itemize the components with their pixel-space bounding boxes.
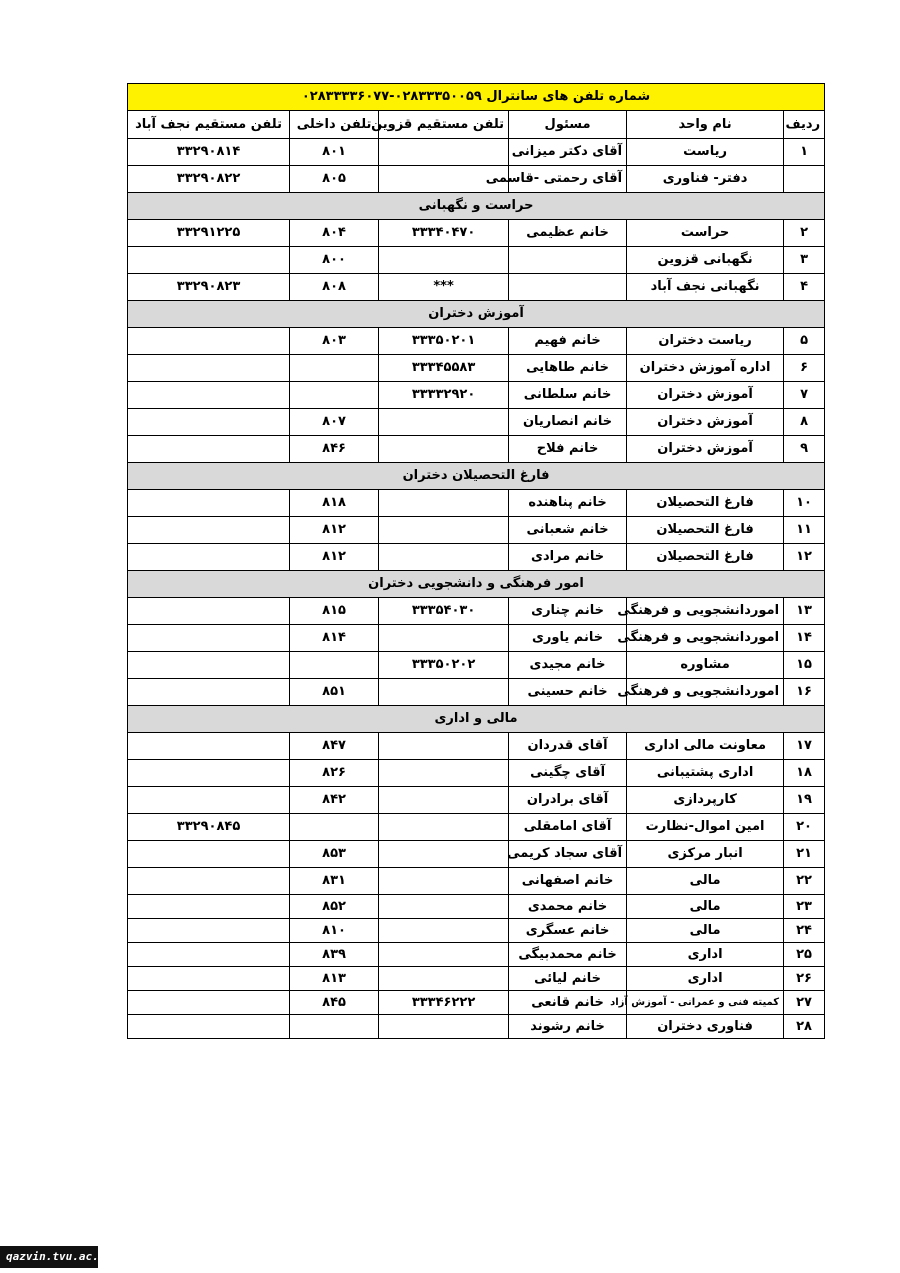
qazvin-direct-cell: ۳۳۳۴۵۵۸۳ — [379, 355, 509, 382]
phone-directory-table — [127, 83, 825, 1039]
najafabad-direct-cell — [128, 652, 290, 679]
unit-name-cell: اموردانشجویی و فرهنگی — [627, 625, 784, 652]
row-number-cell: ۲۷ — [784, 991, 825, 1015]
najafabad-direct-cell — [128, 409, 290, 436]
table-row — [128, 868, 825, 895]
person-cell: آقای قدردان — [509, 733, 627, 760]
table-row — [128, 544, 825, 571]
table-row — [128, 220, 825, 247]
unit-name-cell: امین اموال-نظارت — [627, 814, 784, 841]
row-number-cell: ۲ — [784, 220, 825, 247]
najafabad-direct-cell — [128, 382, 290, 409]
qazvin-direct-cell — [379, 409, 509, 436]
najafabad-direct-cell — [128, 355, 290, 382]
najafabad-direct-cell — [128, 598, 290, 625]
internal-cell: ۸۴۵ — [290, 991, 379, 1015]
najafabad-direct-cell — [128, 787, 290, 814]
najafabad-direct-cell — [128, 967, 290, 991]
unit-name-cell: دفتر- فناوری — [627, 166, 784, 193]
row-number-cell: ۲۳ — [784, 895, 825, 919]
unit-name-cell: اداری — [627, 967, 784, 991]
qazvin-direct-cell — [379, 943, 509, 967]
unit-name-cell: ریاست دختران — [627, 328, 784, 355]
unit-name-cell: فارغ التحصیلان — [627, 544, 784, 571]
row-number-cell: ۳ — [784, 247, 825, 274]
table-row — [128, 943, 825, 967]
unit-name-cell: فارغ التحصیلان — [627, 490, 784, 517]
unit-name-cell: اداره آموزش دختران — [627, 355, 784, 382]
row-number-cell: ۹ — [784, 436, 825, 463]
internal-cell: ۸۵۳ — [290, 841, 379, 868]
qazvin-direct-cell — [379, 733, 509, 760]
table-row — [128, 967, 825, 991]
table-row — [128, 517, 825, 544]
unit-name-cell: مالی — [627, 868, 784, 895]
najafabad-direct-cell — [128, 490, 290, 517]
table-row — [128, 247, 825, 274]
person-cell: آقای دکتر میزانی — [509, 139, 627, 166]
qazvin-direct-cell: *** — [379, 274, 509, 301]
person-cell: آقای برادران — [509, 787, 627, 814]
unit-name-cell: انبار مرکزی — [627, 841, 784, 868]
section-title: مالی و اداری — [128, 706, 825, 733]
internal-cell: ۸۳۹ — [290, 943, 379, 967]
table-row — [128, 328, 825, 355]
najafabad-direct-cell — [128, 679, 290, 706]
najafabad-direct-cell: ۳۳۲۹۱۲۲۵ — [128, 220, 290, 247]
row-number-cell: ۲۵ — [784, 943, 825, 967]
najafabad-direct-cell — [128, 625, 290, 652]
table-row — [128, 436, 825, 463]
row-number-cell: ۲۴ — [784, 919, 825, 943]
person-cell: خانم لیائی — [509, 967, 627, 991]
internal-cell: ۸۰۷ — [290, 409, 379, 436]
internal-cell — [290, 1015, 379, 1039]
qazvin-direct-cell — [379, 490, 509, 517]
section-header-row — [128, 301, 825, 328]
person-cell — [509, 274, 627, 301]
person-cell: خانم فهیم — [509, 328, 627, 355]
unit-name-cell: حراست — [627, 220, 784, 247]
section-header-row — [128, 571, 825, 598]
internal-cell: ۸۱۰ — [290, 919, 379, 943]
section-title: امور فرهنگی و دانشجویی دختران — [128, 571, 825, 598]
table-row — [128, 733, 825, 760]
najafabad-direct-cell: ۳۳۲۹۰۸۴۵ — [128, 814, 290, 841]
qazvin-direct-cell — [379, 1015, 509, 1039]
internal-cell — [290, 355, 379, 382]
person-cell: خانم چناری — [509, 598, 627, 625]
qazvin-direct-cell — [379, 760, 509, 787]
najafabad-direct-cell: ۳۳۲۹۰۸۱۴ — [128, 139, 290, 166]
qazvin-direct-cell — [379, 814, 509, 841]
table-row — [128, 382, 825, 409]
row-number-cell: ۲۲ — [784, 868, 825, 895]
najafabad-direct-cell: ۳۳۲۹۰۸۲۲ — [128, 166, 290, 193]
internal-cell: ۸۰۳ — [290, 328, 379, 355]
header-person: مسئول — [509, 111, 627, 139]
najafabad-direct-cell — [128, 991, 290, 1015]
row-number-cell: ۱۴ — [784, 625, 825, 652]
row-number-cell: ۲۶ — [784, 967, 825, 991]
table-row — [128, 652, 825, 679]
row-number-cell — [784, 166, 825, 193]
najafabad-direct-cell — [128, 841, 290, 868]
person-cell: خانم عسگری — [509, 919, 627, 943]
person-cell: خانم فلاح — [509, 436, 627, 463]
table-title: شماره تلفن های سانترال ۰۲۸۳۳۳۵۰۰۵۹-۰۲۸۳۳۳۳۶۰۷۷ — [128, 84, 825, 111]
row-number-cell: ۱۷ — [784, 733, 825, 760]
unit-name-cell: مالی — [627, 895, 784, 919]
qazvin-direct-cell — [379, 139, 509, 166]
qazvin-direct-cell — [379, 967, 509, 991]
najafabad-direct-cell — [128, 247, 290, 274]
najafabad-direct-cell — [128, 544, 290, 571]
person-cell: خانم قانعی — [509, 991, 627, 1015]
table-row — [128, 166, 825, 193]
person-cell: خانم اصفهانی — [509, 868, 627, 895]
qazvin-direct-cell — [379, 679, 509, 706]
person-cell: خانم مرادی — [509, 544, 627, 571]
internal-cell: ۸۰۸ — [290, 274, 379, 301]
unit-name-cell: آموزش دختران — [627, 382, 784, 409]
row-number-cell: ۱ — [784, 139, 825, 166]
table-row — [128, 1015, 825, 1039]
table-row — [128, 814, 825, 841]
qazvin-direct-cell — [379, 247, 509, 274]
internal-cell: ۸۲۶ — [290, 760, 379, 787]
internal-cell: ۸۳۱ — [290, 868, 379, 895]
person-cell: خانم سلطانی — [509, 382, 627, 409]
person-cell: خانم عظیمی — [509, 220, 627, 247]
unit-name-cell: آموزش دختران — [627, 436, 784, 463]
najafabad-direct-cell: ۳۳۲۹۰۸۲۳ — [128, 274, 290, 301]
table-row — [128, 919, 825, 943]
najafabad-direct-cell — [128, 1015, 290, 1039]
unit-name-cell: فناوری دختران — [627, 1015, 784, 1039]
najafabad-direct-cell — [128, 328, 290, 355]
header-internal: تلفن داخلی — [290, 111, 379, 139]
table-row — [128, 841, 825, 868]
person-cell: آقای چگینی — [509, 760, 627, 787]
person-cell: خانم محمدی — [509, 895, 627, 919]
najafabad-direct-cell — [128, 919, 290, 943]
qazvin-direct-cell: ۳۳۳۳۲۹۲۰ — [379, 382, 509, 409]
qazvin-direct-cell — [379, 544, 509, 571]
unit-name-cell: نگهبانی قزوین — [627, 247, 784, 274]
person-cell: خانم محمدبیگی — [509, 943, 627, 967]
section-header-row — [128, 463, 825, 490]
unit-name-cell: فارغ التحصیلان — [627, 517, 784, 544]
person-cell — [509, 247, 627, 274]
row-number-cell: ۶ — [784, 355, 825, 382]
unit-name-cell: مشاوره — [627, 652, 784, 679]
header-row-number: ردیف — [784, 111, 825, 139]
internal-cell: ۸۱۳ — [290, 967, 379, 991]
section-title: حراست و نگهبانی — [128, 193, 825, 220]
person-cell: خانم رشوند — [509, 1015, 627, 1039]
person-cell: خانم مجیدی — [509, 652, 627, 679]
unit-name-cell: مالی — [627, 919, 784, 943]
internal-cell: ۸۵۲ — [290, 895, 379, 919]
internal-cell — [290, 652, 379, 679]
najafabad-direct-cell — [128, 895, 290, 919]
row-number-cell: ۵ — [784, 328, 825, 355]
table-row — [128, 679, 825, 706]
header-qazvin-direct: تلفن مستقیم قزوین — [379, 111, 509, 139]
table-row — [128, 598, 825, 625]
qazvin-direct-cell — [379, 436, 509, 463]
internal-cell — [290, 382, 379, 409]
qazvin-direct-cell — [379, 787, 509, 814]
qazvin-direct-cell: ۳۳۳۴۰۴۷۰ — [379, 220, 509, 247]
najafabad-direct-cell — [128, 943, 290, 967]
internal-cell: ۸۴۲ — [290, 787, 379, 814]
unit-name-cell: اداری — [627, 943, 784, 967]
table-row — [128, 139, 825, 166]
person-cell: آقای سجاد کریمی — [509, 841, 627, 868]
qazvin-direct-cell — [379, 868, 509, 895]
internal-cell: ۸۴۷ — [290, 733, 379, 760]
person-cell: خانم انصاریان — [509, 409, 627, 436]
row-number-cell: ۱۰ — [784, 490, 825, 517]
qazvin-direct-cell — [379, 919, 509, 943]
internal-cell: ۸۵۱ — [290, 679, 379, 706]
table-row — [128, 355, 825, 382]
row-number-cell: ۴ — [784, 274, 825, 301]
najafabad-direct-cell — [128, 436, 290, 463]
najafabad-direct-cell — [128, 760, 290, 787]
najafabad-direct-cell — [128, 733, 290, 760]
qazvin-direct-cell: ۳۳۳۵۰۲۰۱ — [379, 328, 509, 355]
qazvin-direct-cell — [379, 517, 509, 544]
qazvin-direct-cell — [379, 625, 509, 652]
table-row — [128, 787, 825, 814]
unit-name-cell: اداری پشتیبانی — [627, 760, 784, 787]
internal-cell: ۸۱۵ — [290, 598, 379, 625]
table-row — [128, 625, 825, 652]
unit-name-cell: کمیته فنی و عمرانی - آموزش آزاد — [627, 991, 784, 1015]
section-header-row — [128, 193, 825, 220]
internal-cell — [290, 814, 379, 841]
internal-cell: ۸۰۱ — [290, 139, 379, 166]
internal-cell: ۸۱۲ — [290, 517, 379, 544]
unit-name-cell: معاونت مالی اداری — [627, 733, 784, 760]
internal-cell: ۸۱۲ — [290, 544, 379, 571]
internal-cell: ۸۰۴ — [290, 220, 379, 247]
row-number-cell: ۱۱ — [784, 517, 825, 544]
unit-name-cell: کارپردازی — [627, 787, 784, 814]
table-row — [128, 760, 825, 787]
person-cell: آقای رحمتی -قاسمی — [509, 166, 627, 193]
person-cell: آقای امامقلی — [509, 814, 627, 841]
unit-name-cell: اموردانشجویی و فرهنگی — [627, 679, 784, 706]
najafabad-direct-cell — [128, 517, 290, 544]
qazvin-direct-cell: ۳۳۳۵۴۰۳۰ — [379, 598, 509, 625]
row-number-cell: ۱۸ — [784, 760, 825, 787]
unit-name-cell: ریاست — [627, 139, 784, 166]
row-number-cell: ۱۹ — [784, 787, 825, 814]
person-cell: خانم طاهایی — [509, 355, 627, 382]
table-row — [128, 895, 825, 919]
internal-cell: ۸۱۸ — [290, 490, 379, 517]
table-row — [128, 409, 825, 436]
internal-cell: ۸۰۰ — [290, 247, 379, 274]
section-title: فارغ التحصیلان دختران — [128, 463, 825, 490]
section-header-row — [128, 706, 825, 733]
table-row — [128, 991, 825, 1015]
internal-cell: ۸۴۶ — [290, 436, 379, 463]
section-title: آموزش دختران — [128, 301, 825, 328]
row-number-cell: ۲۱ — [784, 841, 825, 868]
unit-name-cell: نگهبانی نجف آباد — [627, 274, 784, 301]
unit-name-cell: آموزش دختران — [627, 409, 784, 436]
person-cell: خانم حسینی — [509, 679, 627, 706]
header-unit-name: نام واحد — [627, 111, 784, 139]
site-watermark: qazvin.tvu.ac.ir — [0, 1246, 98, 1268]
internal-cell: ۸۱۴ — [290, 625, 379, 652]
qazvin-direct-cell: ۳۳۳۴۶۲۲۲ — [379, 991, 509, 1015]
row-number-cell: ۷ — [784, 382, 825, 409]
internal-cell: ۸۰۵ — [290, 166, 379, 193]
najafabad-direct-cell — [128, 868, 290, 895]
person-cell: خانم شعبانی — [509, 517, 627, 544]
qazvin-direct-cell: ۳۳۳۵۰۲۰۲ — [379, 652, 509, 679]
row-number-cell: ۲۸ — [784, 1015, 825, 1039]
person-cell: خانم یاوری — [509, 625, 627, 652]
row-number-cell: ۲۰ — [784, 814, 825, 841]
row-number-cell: ۱۵ — [784, 652, 825, 679]
row-number-cell: ۸ — [784, 409, 825, 436]
row-number-cell: ۱۲ — [784, 544, 825, 571]
row-number-cell: ۱۳ — [784, 598, 825, 625]
unit-name-cell: اموردانشجویی و فرهنگی — [627, 598, 784, 625]
qazvin-direct-cell — [379, 895, 509, 919]
header-najafabad-direct: تلفن مستقیم نجف آباد — [128, 111, 290, 139]
row-number-cell: ۱۶ — [784, 679, 825, 706]
qazvin-direct-cell — [379, 841, 509, 868]
person-cell: خانم پناهنده — [509, 490, 627, 517]
table-row — [128, 490, 825, 517]
table-row — [128, 274, 825, 301]
